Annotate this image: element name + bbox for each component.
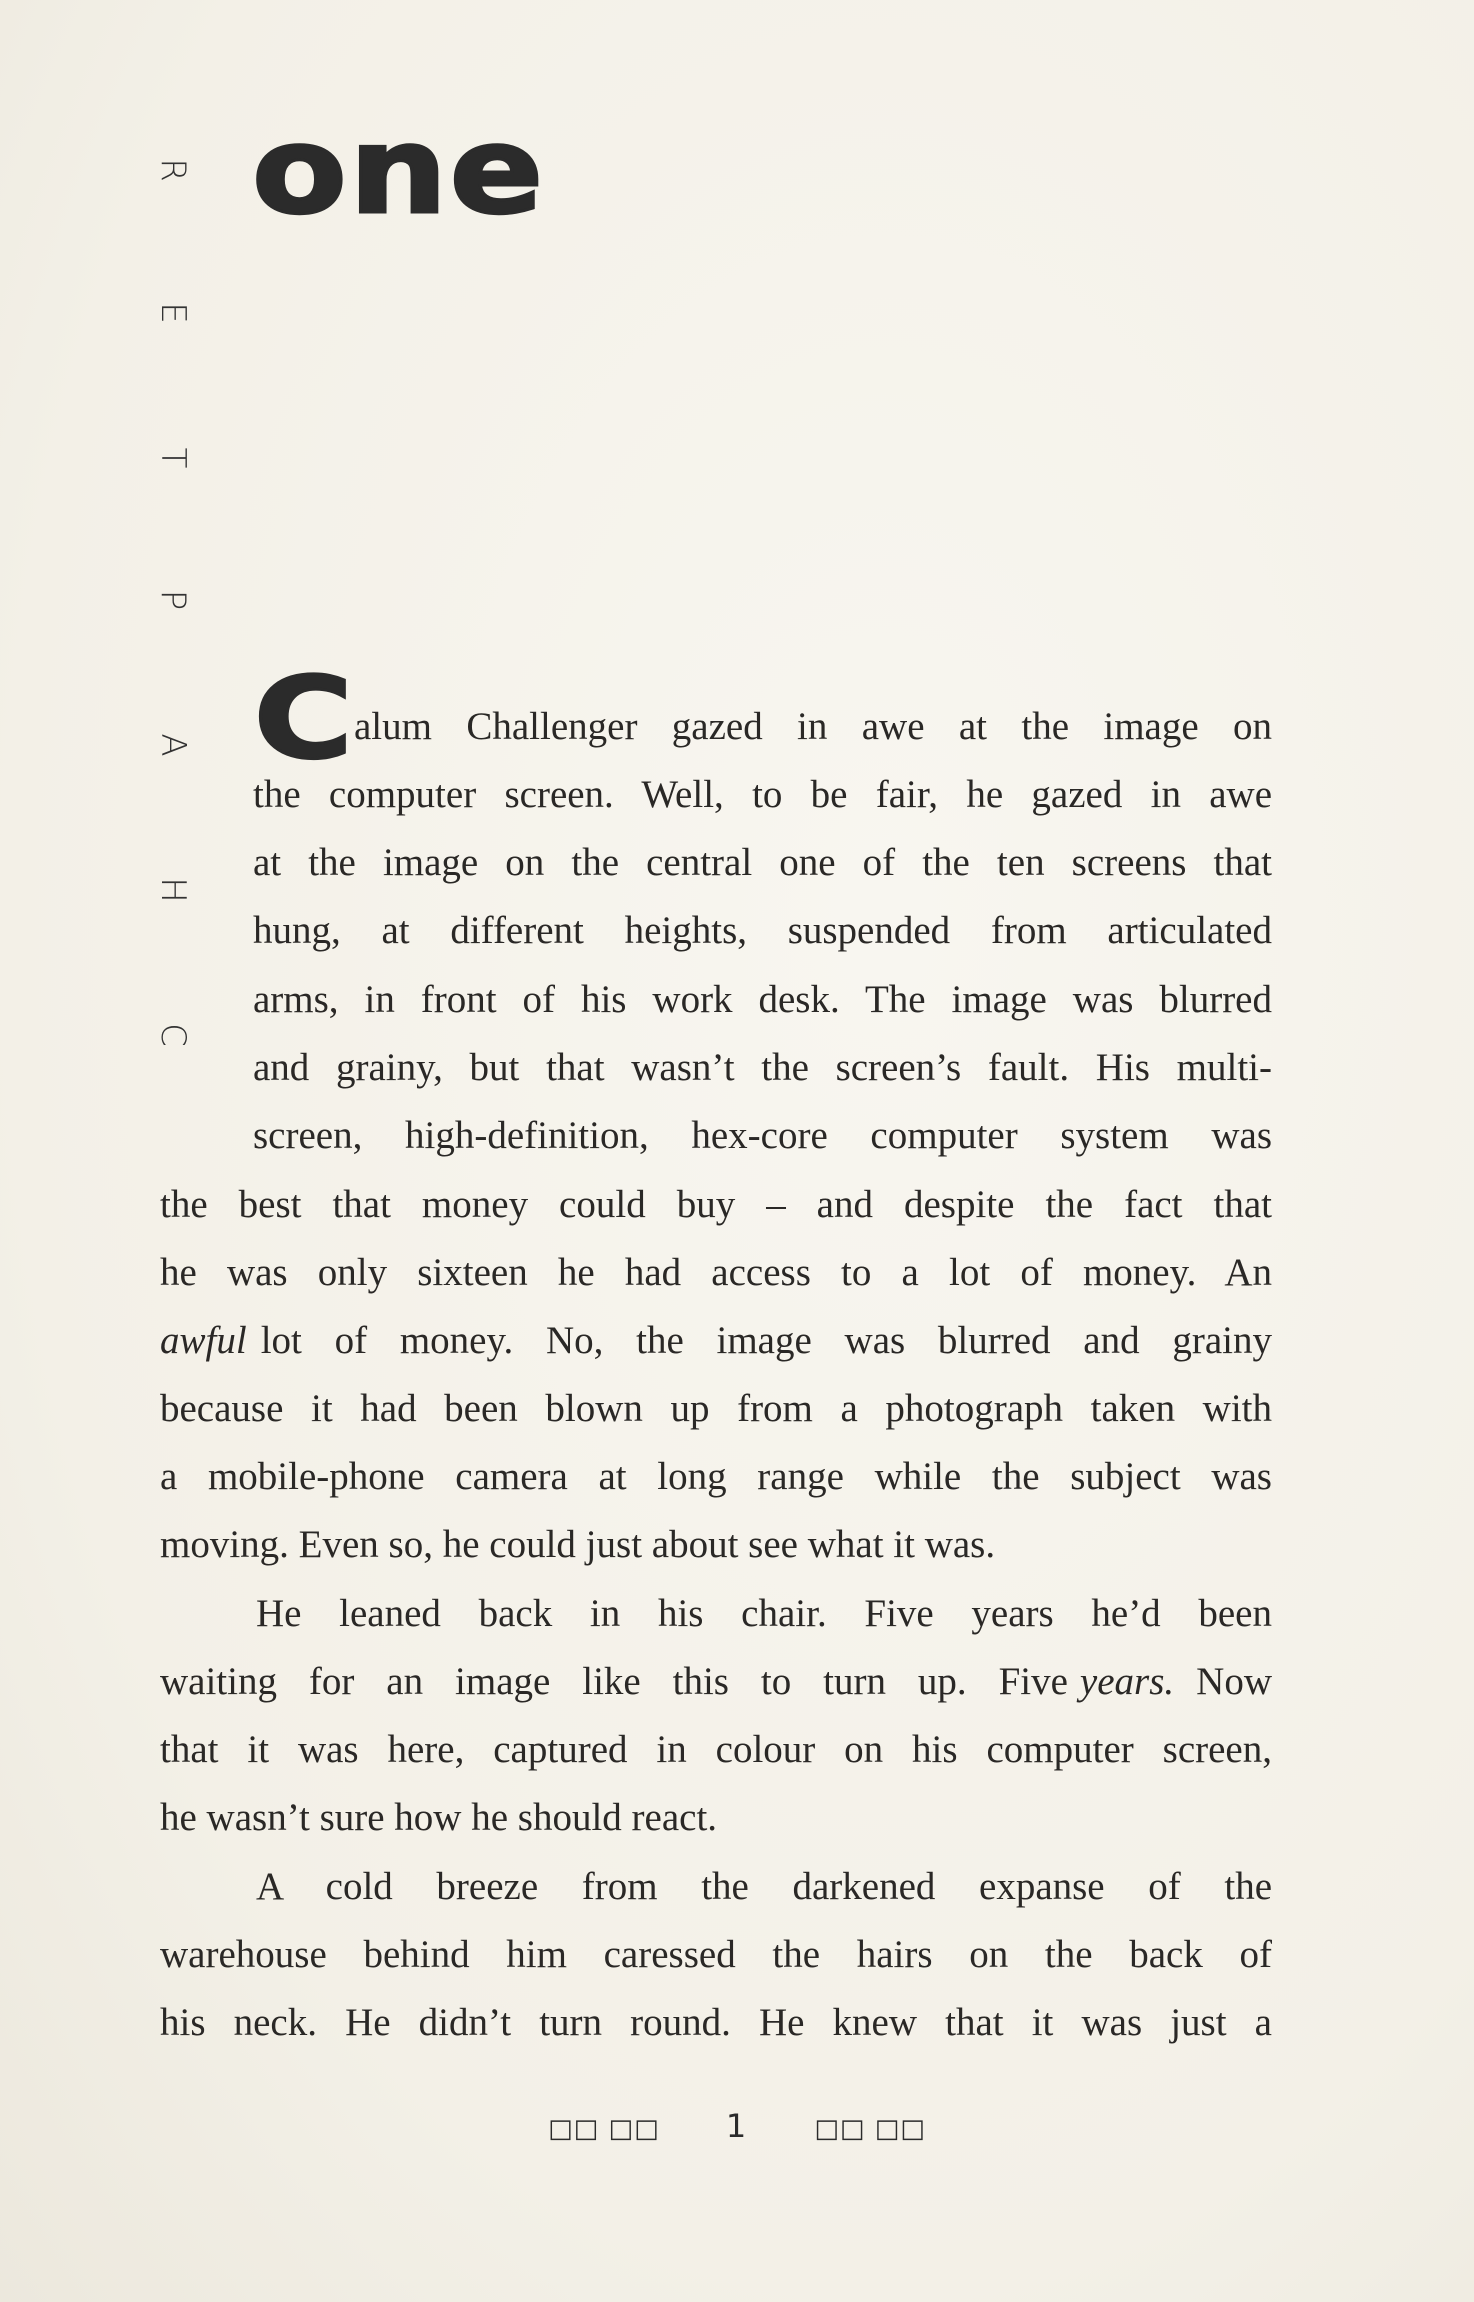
text-line: arms, in front of his work desk. The image was blurred bbox=[253, 978, 1272, 1021]
text-segment: waiting for an image like this to turn up. Five bbox=[160, 1660, 1068, 1703]
text-line: He leaned back in his chair. Five years he’d been bbox=[256, 1592, 1272, 1635]
emphasis-years: years. bbox=[1079, 1660, 1175, 1703]
text-line: moving. Even so, he could just about see what it was. bbox=[160, 1523, 996, 1566]
drop-cap: C bbox=[254, 654, 353, 784]
chapter-letter: R bbox=[153, 158, 193, 182]
text-line: the computer screen. Well, to be fair, he gazed in awe bbox=[253, 773, 1272, 816]
chapter-letter: P bbox=[153, 589, 193, 611]
chapter-letter: A bbox=[153, 733, 193, 757]
text-line: his neck. He didn’t turn round. He knew that it was just a bbox=[160, 2001, 1272, 2044]
chapter-letter: T bbox=[153, 447, 193, 469]
emphasis-awful: awful bbox=[160, 1319, 247, 1362]
text-segment: Now bbox=[1196, 1660, 1272, 1703]
folio-ornament-left: □□ □□ bbox=[548, 2114, 660, 2144]
text-line: he wasn’t sure how he should react. bbox=[160, 1796, 718, 1839]
chapter-letter: H bbox=[153, 877, 193, 903]
text-line: alum Challenger gazed in awe at the image on bbox=[354, 705, 1272, 748]
text-line: the best that money could buy – and despite the fact that bbox=[160, 1183, 1272, 1226]
text-line: because it had been blown up from a photograph taken with bbox=[160, 1387, 1272, 1430]
text-line: warehouse behind him caressed the hairs on the back of bbox=[160, 1933, 1272, 1976]
text-line: and grainy, but that wasn’t the screen’s fault. His multi- bbox=[253, 1046, 1272, 1089]
text-line: he was only sixteen he had access to a lot of money. An bbox=[160, 1251, 1272, 1294]
page-number: 1 bbox=[725, 2107, 749, 2145]
chapter-title: one bbox=[252, 102, 546, 241]
text-line: at the image on the central one of the ten screens that bbox=[253, 841, 1272, 884]
text-line: a mobile-phone camera at long range while the subject was bbox=[160, 1455, 1272, 1498]
text-line: screen, high-definition, hex-core computer system was bbox=[253, 1114, 1272, 1157]
text-segment: lot of money. No, the image was blurred and grainy bbox=[260, 1319, 1272, 1362]
chapter-letter: C bbox=[153, 1023, 193, 1047]
text-line bbox=[160, 1658, 1272, 1706]
text-line bbox=[160, 1317, 1272, 1365]
text-line: A cold breeze from the darkened expanse of the bbox=[256, 1865, 1272, 1908]
text-line: that it was here, captured in colour on his computer screen, bbox=[160, 1728, 1272, 1771]
text-line: hung, at different heights, suspended from articulated bbox=[253, 909, 1272, 952]
chapter-letter: E bbox=[153, 302, 193, 324]
folio-ornament-right: □□ □□ bbox=[814, 2114, 926, 2144]
page-folio bbox=[0, 2107, 1474, 2145]
